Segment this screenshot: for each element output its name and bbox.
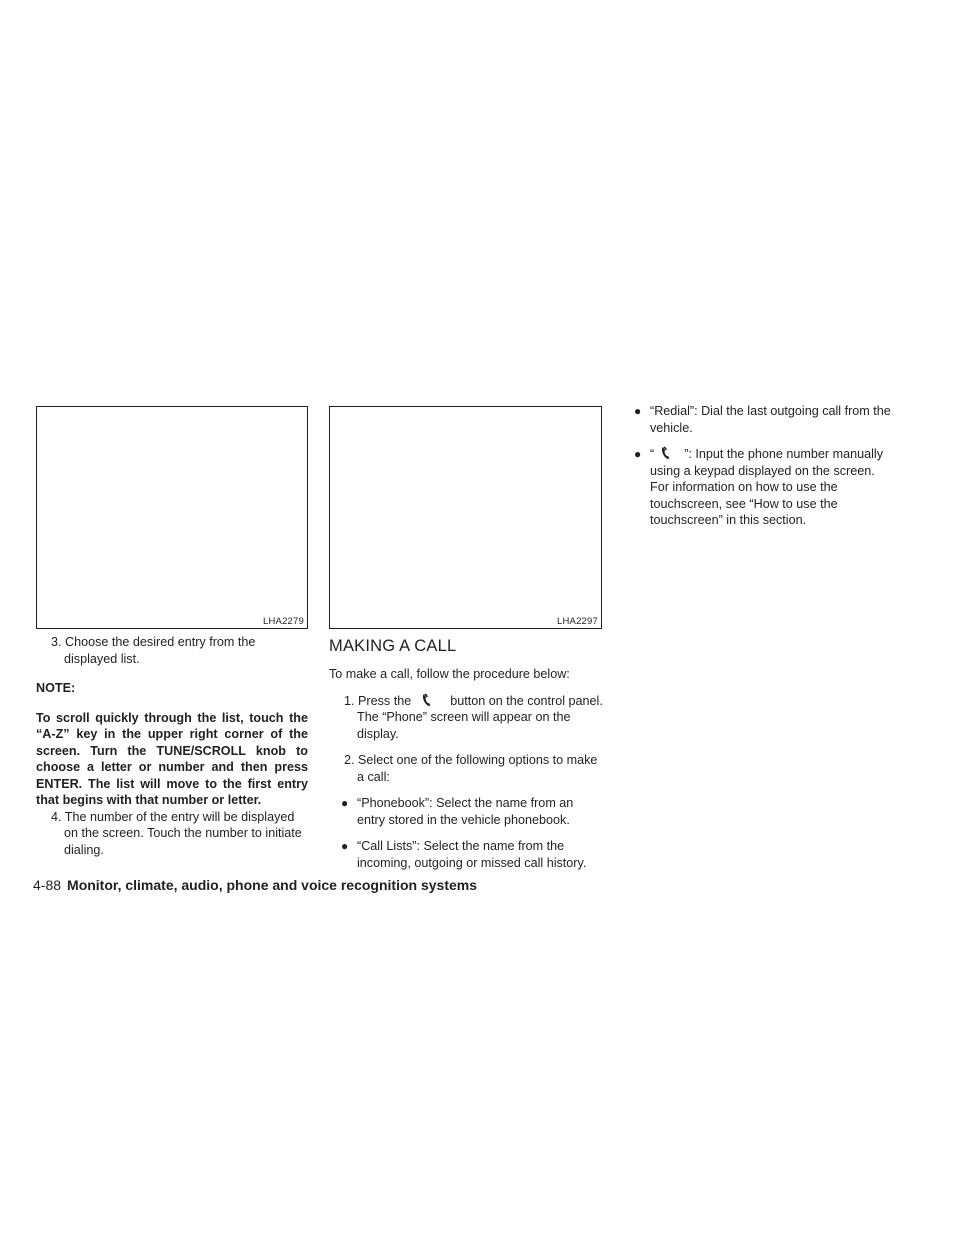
phone-handset-icon bbox=[421, 693, 435, 707]
note-text: To scroll quickly through the list, touch the “A-Z” key in the upper right corner of the screen. Turn the TUNE/SCROLL knob to choose a letter or number and then press ENTER. The list will move to the first entry that begins with that number or letter. bbox=[36, 710, 308, 807]
bullet-call-lists-text: “Call Lists”: Select the name from the incoming, outgoing or missed call history. bbox=[357, 839, 587, 870]
bullet-dot: ● bbox=[341, 839, 349, 853]
figure-code: LHA2279 bbox=[262, 616, 304, 627]
step-1-start: 1. Press the bbox=[344, 693, 412, 708]
column-3 bbox=[622, 403, 896, 529]
bullet-redial-text: “Redial”: Dial the last outgoing call from the vehicle. bbox=[650, 404, 891, 435]
bullet-keypad-quote: “ bbox=[650, 447, 655, 461]
bullet-keypad-text: ”: Input the phone number manually using a keypad displayed on the screen. For information on how to use the touchscreen, see “How to use the touchscreen” in this section. bbox=[650, 447, 884, 527]
page-number: 4-88 bbox=[33, 877, 62, 893]
figure-lha2297 bbox=[329, 406, 602, 629]
bullet-phonebook bbox=[329, 795, 603, 828]
column-1 bbox=[36, 634, 308, 858]
figure-lha2279 bbox=[36, 406, 308, 629]
section-heading: MAKING A CALL bbox=[329, 637, 457, 655]
chapter-title: Monitor, climate, audio, phone and voice recognition systems bbox=[67, 877, 477, 893]
bullet-dot: ● bbox=[634, 447, 642, 461]
page-footer bbox=[33, 876, 477, 894]
column-2 bbox=[329, 636, 603, 871]
step-2: 2. Select one of the following options to make a call: bbox=[344, 753, 598, 784]
intro-text: To make a call, follow the procedure below: bbox=[329, 667, 570, 681]
step-4: 4. The number of the entry will be displayed on the screen. Touch the number to initiate dialing. bbox=[51, 809, 302, 857]
step-1 bbox=[329, 693, 603, 743]
bullet-dot: ● bbox=[341, 796, 349, 810]
bullet-call-lists bbox=[329, 838, 603, 871]
bullet-redial bbox=[622, 403, 896, 436]
phone-handset-icon bbox=[660, 446, 674, 460]
bullet-keypad bbox=[622, 446, 896, 529]
step-1-end: button on the control panel. The “Phone” screen will appear on the display. bbox=[357, 693, 603, 741]
bullet-phonebook-text: “Phonebook”: Select the name from an entry stored in the vehicle phonebook. bbox=[357, 796, 574, 827]
figure-code: LHA2297 bbox=[556, 616, 598, 627]
note-label: NOTE: bbox=[36, 681, 76, 695]
step-3: 3. Choose the desired entry from the displayed list. bbox=[51, 635, 256, 666]
bullet-dot: ● bbox=[634, 404, 642, 418]
